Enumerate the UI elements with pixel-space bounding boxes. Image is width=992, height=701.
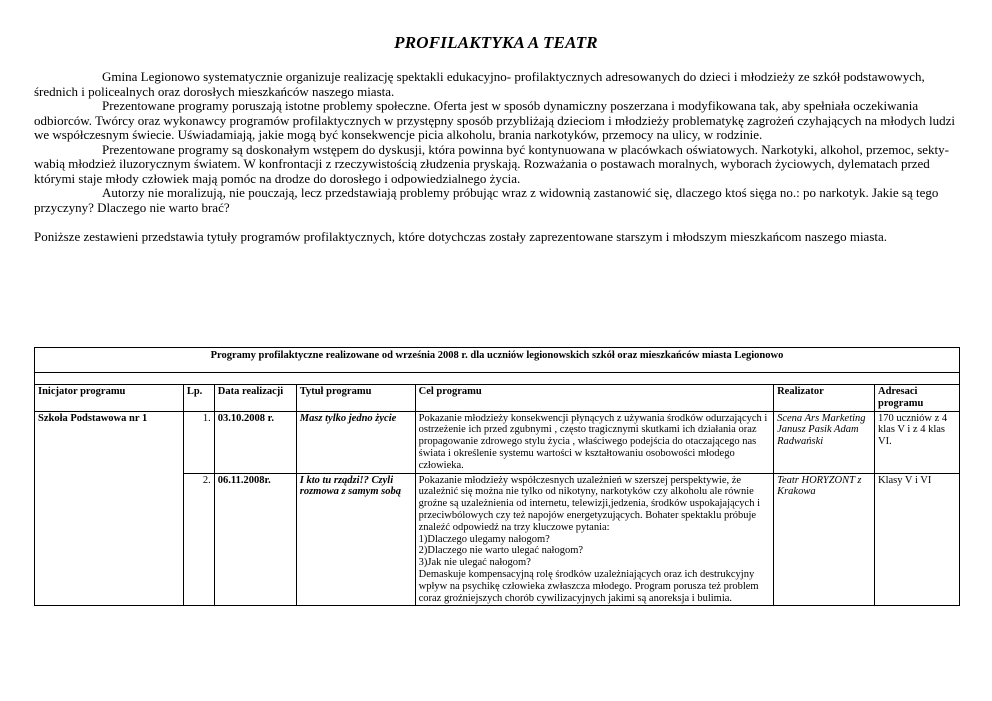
table-row — [35, 473, 960, 606]
paragraph-1: Gmina Legionowo systematycznie organizuje realizację spektakli edukacyjno- profilaktycznych adresowanych do dzieci i młodzieży ze szkół podstawowych, średnich i policealnych oraz dorosłych mieszkańców naszego miasta. — [34, 69, 925, 99]
table-caption: Programy profilaktyczne realizowane od września 2008 r. dla uczniów legionowskich szkół oraz mieszkańców miasta Legionowo — [35, 348, 960, 373]
goal-line: 1)Dlaczego ulegamy nałogom? — [418, 533, 550, 545]
header-lp: Lp. — [183, 385, 214, 412]
document-body — [34, 70, 960, 245]
cell-date: 03.10.2008 r. — [214, 411, 296, 473]
header-audience: Adresaci programu — [875, 385, 960, 412]
header-goal: Cel programu — [415, 385, 773, 412]
cell-audience: Klasy V i VI — [875, 473, 960, 606]
cell-goal — [415, 473, 773, 606]
cell-goal: Pokazanie młodzieży konsekwencji płynących z używania środków odurzających i ostrzeżenie ich przed zgubnymi , często tragicznymi skutkami ich działania oraz propagowanie zdrowego stylu życia , właściwego podejścia do otaczającego nas świata i określenie systemu wartości w kształtowaniu osobowości młodego człowieka. — [415, 411, 773, 473]
cell-realizer: Teatr HORYZONT z Krakowa — [774, 473, 875, 606]
paragraph-3: Prezentowane programy są doskonałym wstępem do dyskusji, która powinna być kontynuowana w placówkach oświatowych. Narkotyki, alkohol, przemoc, sekty- wabią młodzież iluzorycznym światem. W konfrontacji z rzeczywistością złudzenia pryskają. Rozważania o postawach moralnych, wyborach życiowych, dylematach przed którymi staje młody człowiek mają pomóc na drodze do dorosłego i odpowiedzialnego życia. — [34, 141, 949, 186]
table-row — [35, 411, 960, 473]
cell-lp: 2. — [183, 473, 214, 606]
header-initiator: Inicjator programu — [35, 385, 184, 412]
table-spacer-row — [35, 373, 960, 385]
goal-line: Demaskuje kompensacyjną rolę środków uzależniających oraz ich destrukcyjny wpływ na psychikę człowieka zwłaszcza młodego. Program porusza też problem coraz groźniejszych chorób cywilizacyjnych jakimi są anoreksja i bulimia. — [418, 568, 759, 604]
cell-audience: 170 uczniów z 4 klas V i z 4 klas VI. — [875, 411, 960, 473]
paragraph-2: Prezentowane programy poruszają istotne problemy społeczne. Oferta jest w sposób dynamiczny poszerzana i modyfikowana tak, aby spełniała oczekiwania odbiorców. Twórcy oraz wykonawcy programów profilaktycznych w przystępny sposób przybliżają dzieciom i młodzieży problematykę zagrożeń czyhających na młodych ludzi we współczesnym świecie. Uświadamiają, jakie mogą być konsekwencje picia alkoholu, brania narkotyków, przemocy na ulicy, w rodzinie. — [34, 98, 956, 142]
programs-table — [34, 347, 960, 606]
goal-line: 3)Jak nie ulegać nałogom? — [418, 557, 531, 569]
paragraph-5: Poniższe zestawieni przedstawia tytuły programów profilaktycznych, które dotychczas zostały zaprezentowane starszym i młodszym mieszkańcom naszego miasta. — [34, 229, 888, 244]
cell-title: I kto tu rządzi!? Czyli rozmowa z samym sobą — [296, 473, 415, 606]
header-date: Data realizacji — [214, 385, 296, 412]
goal-line: 2)Dlaczego nie warto ulegać nałogom? — [418, 545, 584, 557]
goal-line: Pokazanie młodzieży współczesnych uzależnień w szerszej perspektywie, że uzależnić się można nie tylko od nikotyny, narkotyków czy alkoholu ale równie groźne są uzależnienia od internetu, telewizji,jedzenia, środków uspokajających i przeciwbólowych czy też napojów energetyzujących. Bohater spektaklu próbuje znaleźć odpowiedź na trzy kluczowe pytania: — [418, 474, 761, 533]
cell-date: 06.11.2008r. — [214, 473, 296, 606]
header-title: Tytuł programu — [296, 385, 415, 412]
cell-initiator — [35, 473, 184, 606]
cell-initiator: Szkoła Podstawowa nr 1 — [35, 411, 184, 473]
table-header-row — [35, 385, 960, 412]
cell-realizer: Scena Ars Marketing Janusz Pasik Adam Radwański — [774, 411, 875, 473]
table-spacer-cell — [35, 373, 960, 385]
header-realizer: Realizator — [774, 385, 875, 412]
paragraph-4: Autorzy nie moralizują, nie pouczają, lecz przedstawiają problemy próbując wraz z widownią zastanowić się, dlaczego ktoś sięga no.: po narkotyk. Jakie są tego przyczyny? Dlaczego nie warto brać? — [34, 185, 939, 215]
cell-title: Masz tylko jedno życie — [296, 411, 415, 473]
cell-lp: 1. — [183, 411, 214, 473]
document-title: PROFILAKTYKA A TEATR — [394, 33, 598, 52]
